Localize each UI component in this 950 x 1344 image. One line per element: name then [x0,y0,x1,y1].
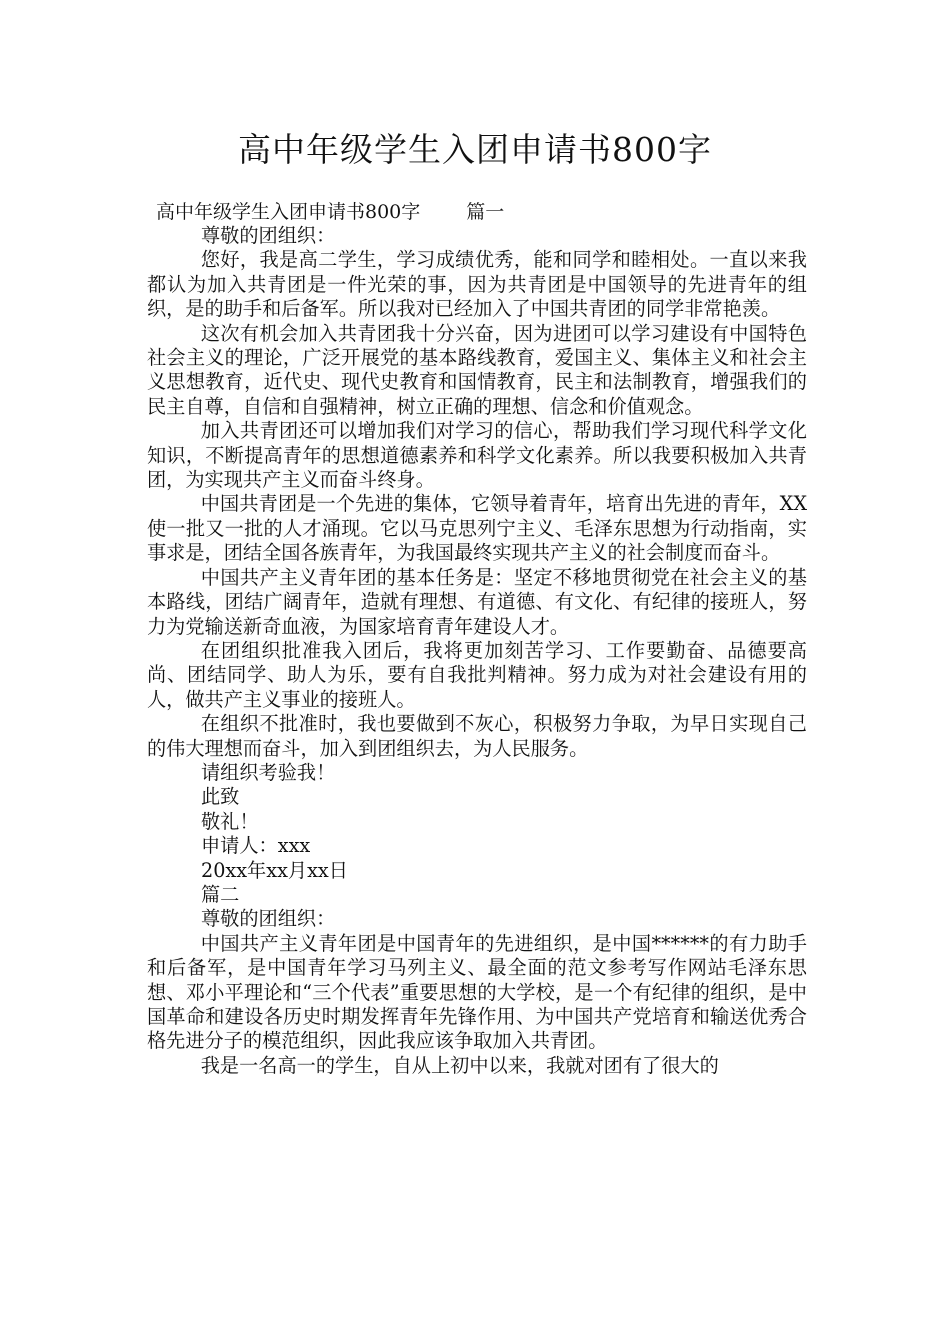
body-paragraph: 中国共青团是一个先进的集体，它领导着青年，培育出先进的青年，XX使一批又一批的人才涌现。它以马克思列宁主义、毛泽东思想为行动指南，实事求是，团结全国各族青年，为我国最终实现共产主义的社会制度而奋斗。 [147,492,807,565]
applicant-signature: 申请人：xxx [201,834,311,858]
body-paragraph: 中国共产主义青年团的基本任务是：坚定不移地贯彻党在社会主义的基本路线，团结广阔青年，造就有理想、有道德、有文化、有纪律的接班人，努力为党输送新奇血液，为国家培育青年建设人才。 [147,565,807,638]
document-body [147,224,807,1078]
section-part-two-label: 篇二 [201,882,240,906]
closing-regards: 此致 [201,785,240,809]
salutation: 尊敬的团组织： [201,907,336,931]
document-title: 高中年级学生入团申请书800字 [238,130,712,169]
body-paragraph: 中国共产主义青年团是中国青年的先进组织，是中国******的有力助手和后备军，是中国青年学习马列主义、最全面的范文参考写作网站毛泽东思想、邓小平理论和“三个代表”重要思想的大学校，是一个有纪律的组织，是中国革命和建设各历史时期发挥青年先锋作用、为中国共产党培育和输送优秀合格先进分子的模范组织，因此我应该争取加入共青团。 [147,931,807,1053]
salutation: 尊敬的团组织： [201,224,336,247]
section-heading-text: 高中年级学生入团申请书800字 [156,201,421,223]
body-paragraph: 在组织不批准时，我也要做到不灰心，积极努力争取，为早日实现自己的伟大理想而奋斗，加入到团组织去，为人民服务。 [147,712,807,760]
application-date: 20xx年xx月xx日 [201,858,348,882]
section-part-label: 篇一 [466,201,505,223]
body-paragraph: 您好，我是高二学生，学习成绩优秀，能和同学和睦相处。一直以来我都认为加入共青团是一件光荣的事，因为共青团是中国领导的先进青年的组织，是的助手和后备军。所以我对已经加入了中国共青团的同学非常艳羡。 [147,248,807,321]
closing-salute: 敬礼！ [201,809,259,833]
body-paragraph: 加入共青团还可以增加我们对学习的信心，帮助我们学习现代科学文化知识，不断提高青年的思想道德素养和科学文化素养。所以我要积极加入共青团，为实现共产主义而奋斗终身。 [147,419,807,492]
body-paragraph: 在团组织批准我入团后，我将更加刻苦学习、工作要勤奋、品德要高尚、团结同学、助人为乐，要有自我批判精神。努力成为对社会建设有用的人，做共产主义事业的接班人。 [147,638,807,711]
body-paragraph: 我是一名高一的学生，自从上初中以来，我就对团有了很大的 [200,1053,719,1077]
closing-request: 请组织考验我！ [201,760,336,784]
body-paragraph: 这次有机会加入共青团我十分兴奋，因为进团可以学习建设有中国特色社会主义的理论，广泛开展党的基本路线教育，爱国主义、集体主义和社会主义思想教育，近代史、现代史教育和国情教育，民主和法制教育，增强我们的民主自尊，自信和自强精神，树立正确的理想、信念和价值观念。 [147,321,807,418]
section-heading [156,200,504,224]
